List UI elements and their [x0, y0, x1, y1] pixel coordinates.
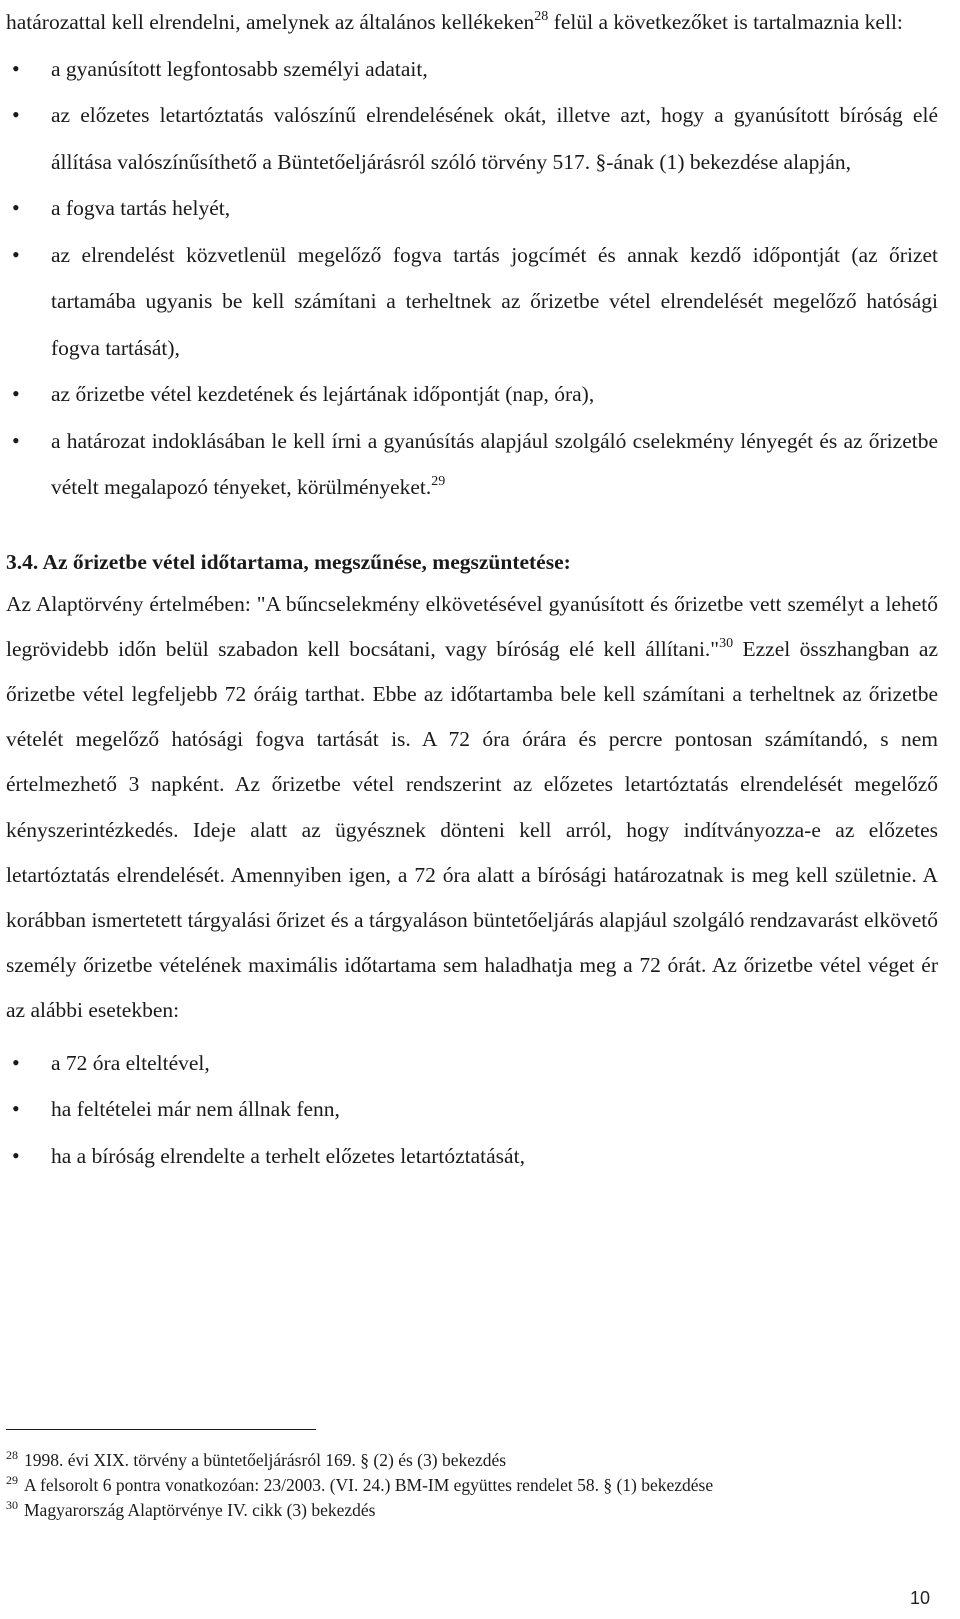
footnote-text: 1998. évi XIX. törvény a büntetőeljárásról 169. § (2) és (3) bekezdés [24, 1450, 507, 1470]
bullet-icon: • [12, 1096, 20, 1122]
list-item-text: az elrendelést közvetlenül megelőző fogva tartás jogcímét és annak kezdő időpontját (az őrizet tartamába ugyanis be kell számítani a terheltnek az őrizetbe vétel elrendelését megelőző hatósági fogva tartását), [51, 242, 938, 360]
list-item-text: a gyanúsított legfontosabb személyi adatait, [51, 56, 428, 81]
list-item-text: az őrizetbe vétel kezdetének és lejártának időpontját (nap, óra), [51, 382, 595, 406]
list-item [6, 1040, 938, 1087]
section-heading: 3.4. Az őrizetbe vétel időtartama, megszűnése, megszüntetése: [6, 549, 571, 574]
list-item-text: ha a bíróság elrendelte a terhelt előzetes letartóztatását, [51, 1143, 525, 1168]
list-item [6, 1086, 938, 1133]
intro-paragraph [6, 0, 938, 46]
list-item [6, 185, 938, 232]
footnote-ref-30[interactable]: 30 [719, 635, 734, 651]
list-item [6, 418, 938, 511]
list-item-text: a fogva tartás helyét, [51, 196, 231, 220]
intro-text-after: felül a következőket is tartalmaznia kell: [548, 10, 903, 34]
bullet-icon: • [12, 1142, 20, 1168]
list-item [6, 232, 938, 372]
list-item-text: ha feltételei már nem állnak fenn, [51, 1097, 340, 1122]
footnote-text: Magyarország Alaptörvénye IV. cikk (3) bekezdés [24, 1500, 376, 1520]
body-text-1: Az Alaptörvény értelmében: "A bűncselekmény elkövetésével gyanúsított és őrizetbe vett személyt a lehető legrövidebb időn belül szabadon kell bocsátani, vagy bíróság elé kell állítani." [6, 591, 938, 661]
bullet-icon: • [12, 381, 20, 406]
bullet-icon: • [12, 241, 20, 267]
document-page [6, 0, 938, 1179]
footnote-number: 28 [6, 1448, 18, 1462]
footnote-ref-29[interactable]: 29 [431, 474, 446, 489]
bullet-icon: • [12, 102, 20, 127]
footnote-ref-28[interactable]: 28 [534, 9, 549, 24]
bullet-icon: • [12, 195, 20, 220]
footnote [6, 1473, 936, 1498]
page-number: 10 [909, 1588, 930, 1608]
list-item [6, 371, 938, 418]
footnotes [6, 1448, 936, 1523]
footnote-divider [6, 1429, 316, 1430]
end-conditions-list [6, 1040, 938, 1180]
list-item [6, 92, 938, 185]
requirements-list [6, 46, 938, 511]
list-item-text: a 72 óra elteltével, [51, 1050, 210, 1075]
list-item-text [51, 418, 938, 511]
footnote-number: 29 [6, 1473, 18, 1487]
bullet-icon: • [12, 427, 20, 453]
list-item-text-main: a határozat indoklásában le kell írni a gyanúsítás alapjául szolgáló cselekmény lényegét és az őrizetbe vételt megalapozó tényeket, körülményeket. [51, 428, 938, 499]
intro-text: határozattal kell elrendelni, amelynek az általános kellékeken [6, 10, 535, 34]
bullet-icon: • [12, 1049, 20, 1075]
body-paragraph [6, 582, 938, 1034]
footnote [6, 1498, 936, 1523]
list-item-text: az előzetes letartóztatás valószínű elrendelésének okát, illetve azt, hogy a gyanúsított bíróság elé állítása valószínűsíthető a Büntetőeljárásról szóló törvény 517. §-ának (1) bekezdése alapján, [51, 103, 938, 174]
bullet-icon: • [12, 55, 20, 81]
list-item [6, 46, 938, 93]
footnote-text: A felsorolt 6 pontra vonatkozóan: 23/2003. (VI. 24.) BM-IM együttes rendelet 58. § (1) bekezdése [24, 1475, 714, 1495]
body-text-2: Ezzel összhangban az őrizetbe vétel legfeljebb 72 óráig tarthat. Ebbe az időtartamba bele kell számítani a terheltnek az őrizetbe vételét megelőző hatósági fogva tartását is. A 72 óra órára és percre pontosan számítandó, s nem értelmezhető 3 napként. Az őrizetbe vétel rendszerint az előzetes letartóztatás elrendelését megelőző kényszerintézkedés. Ideje alatt az ügyésznek dönteni kell arról, hogy indítványozza-e az előzetes letartóztatás elrendelését. Amennyiben igen, a 72 óra alatt a bírósági határozatnak is meg kell születnie. A korábban ismertetett tárgyalási őrizet és a tárgyaláson büntetőeljárás alapjául szolgáló rendzavarást elkövető személy őrizetbe vételének maximális időtartama sem haladhatja meg a 72 órát. Az őrizetbe vétel véget ér az alábbi esetekben: [6, 636, 938, 1023]
footnote-number: 30 [6, 1498, 18, 1512]
list-item [6, 1133, 938, 1180]
footnote [6, 1448, 936, 1473]
